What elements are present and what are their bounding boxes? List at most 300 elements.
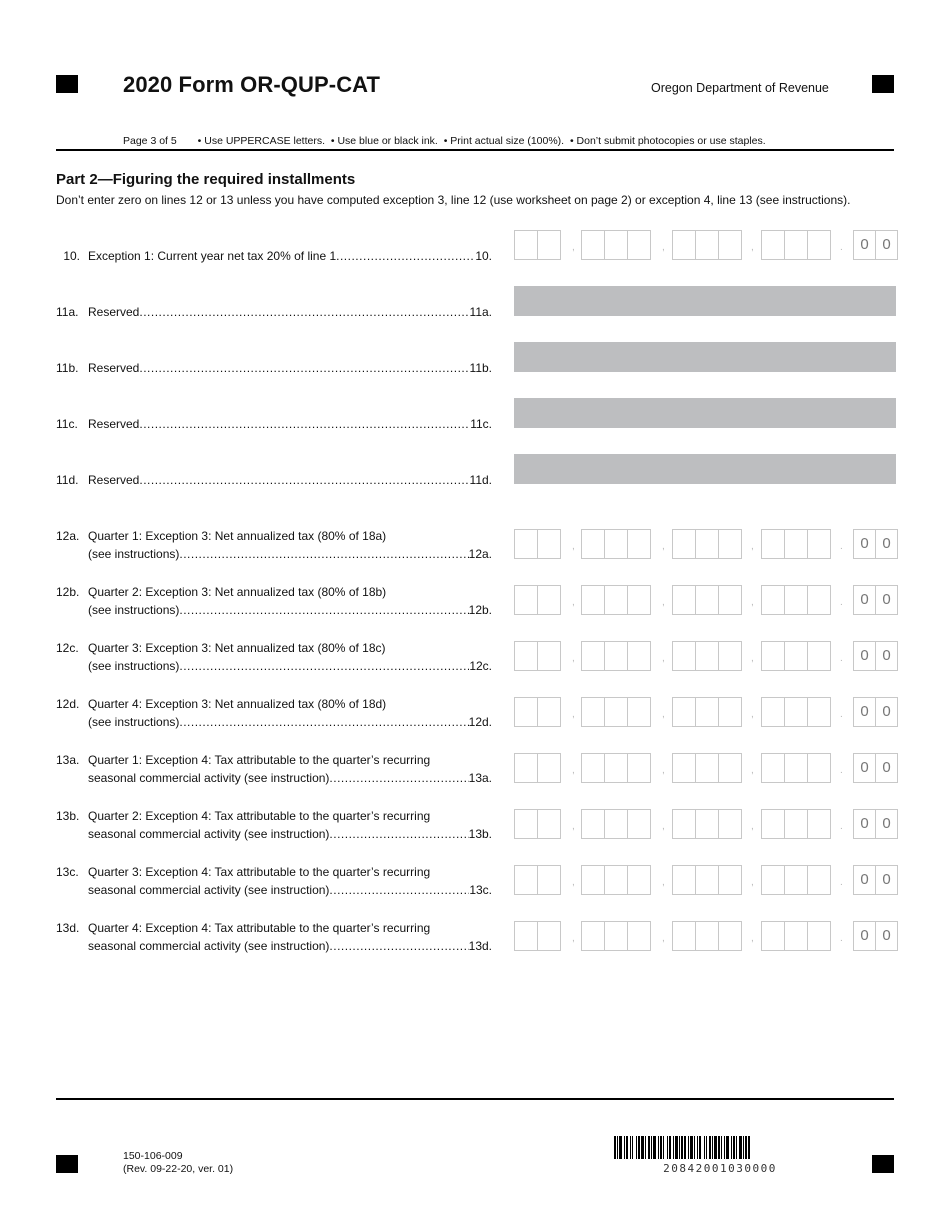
digit-box[interactable] <box>761 809 785 839</box>
form-title: 2020 Form OR-QUP-CAT <box>123 72 381 97</box>
barcode-bar <box>626 1136 628 1159</box>
digit-box[interactable] <box>672 921 696 951</box>
line-11b-reserved-box <box>514 342 896 372</box>
line-ref: 11d. <box>469 473 492 487</box>
cents-digit: 0 <box>875 809 898 839</box>
digit-box[interactable] <box>604 585 628 615</box>
line-number: 10. <box>63 249 80 263</box>
barcode-number: 20842001030000 <box>663 1162 777 1175</box>
digit-box[interactable] <box>784 529 808 559</box>
barcode-bar <box>748 1136 750 1159</box>
digit-group[interactable] <box>761 585 831 615</box>
line-12a-amount-field[interactable] <box>514 529 898 559</box>
digit-box[interactable] <box>761 529 785 559</box>
line-number: 12a. <box>56 529 80 543</box>
line-text: Reserved <box>88 305 140 319</box>
digit-box[interactable] <box>672 529 696 559</box>
digit-box[interactable] <box>627 230 651 260</box>
digit-box[interactable] <box>514 809 538 839</box>
digit-group[interactable] <box>672 809 742 839</box>
barcode-bar <box>726 1136 729 1159</box>
cents-digit: 0 <box>875 753 898 783</box>
digit-box[interactable] <box>695 529 719 559</box>
digit-group[interactable] <box>761 641 831 671</box>
thousands-separator: , <box>751 933 754 944</box>
digit-box[interactable] <box>807 809 831 839</box>
digit-box[interactable] <box>718 697 742 727</box>
cents-boxes <box>853 585 898 615</box>
digit-group[interactable] <box>672 753 742 783</box>
digit-box[interactable] <box>514 641 538 671</box>
digit-box[interactable] <box>695 921 719 951</box>
line-text-cont: (see instructions) <box>88 715 180 729</box>
digit-box[interactable] <box>718 865 742 895</box>
barcode-bar <box>690 1136 693 1159</box>
digit-box[interactable] <box>718 529 742 559</box>
line-number: 11c. <box>56 417 78 431</box>
digit-box[interactable] <box>784 809 808 839</box>
digit-box[interactable] <box>537 753 561 783</box>
line-text: Quarter 1: Exception 4: Tax attributable to the quarter’s recurring <box>88 753 431 767</box>
digit-box[interactable] <box>718 921 742 951</box>
line-number: 11a. <box>56 305 79 319</box>
digit-box[interactable] <box>537 697 561 727</box>
digit-group[interactable] <box>514 585 561 615</box>
cents-digit: 0 <box>853 809 876 839</box>
digit-box[interactable] <box>627 921 651 951</box>
line-text-cont: (see instructions) <box>88 547 180 561</box>
digit-box[interactable] <box>784 921 808 951</box>
line-text-cont: (see instructions) <box>88 659 180 673</box>
digit-box[interactable] <box>807 529 831 559</box>
line-13b-label <box>56 807 492 843</box>
digit-group[interactable] <box>761 865 831 895</box>
cents-digit: 0 <box>853 230 876 260</box>
barcode-bar <box>709 1136 711 1159</box>
digit-box[interactable] <box>807 921 831 951</box>
decimal-point: . <box>840 242 843 253</box>
registration-mark-top-left <box>56 75 78 93</box>
digit-box[interactable] <box>514 230 538 260</box>
line-ref: 13b. <box>468 827 492 841</box>
decimal-point: . <box>840 821 843 832</box>
digit-group[interactable] <box>581 585 651 615</box>
line-10-label <box>56 247 492 265</box>
cents-digit: 0 <box>875 230 898 260</box>
digit-group[interactable] <box>761 809 831 839</box>
registration-mark-bottom-left <box>56 1155 78 1173</box>
digit-group[interactable] <box>514 230 561 260</box>
barcode-bar <box>636 1136 637 1159</box>
digit-group[interactable] <box>514 753 561 783</box>
digit-box[interactable] <box>581 529 605 559</box>
thousands-separator: , <box>662 597 665 608</box>
digit-box[interactable] <box>807 865 831 895</box>
line-ref: 12b. <box>468 603 492 617</box>
digit-group[interactable] <box>581 865 651 895</box>
cents-digit: 0 <box>853 921 876 951</box>
barcode-bar <box>617 1136 618 1159</box>
page-number: Page 3 of 5 <box>123 135 177 147</box>
digit-group[interactable] <box>761 697 831 727</box>
digit-group[interactable] <box>514 921 561 951</box>
barcode-bar <box>675 1136 678 1159</box>
line-11a-reserved-box <box>514 286 896 316</box>
barcode-bar <box>697 1136 698 1159</box>
line-13c-amount-field[interactable] <box>514 865 898 895</box>
cents-digit: 0 <box>853 529 876 559</box>
digit-box[interactable] <box>604 921 628 951</box>
cents-digit: 0 <box>853 585 876 615</box>
line-number: 12b. <box>56 585 80 599</box>
barcode-bar <box>679 1136 680 1159</box>
digit-group[interactable] <box>514 697 561 727</box>
barcode-bar <box>630 1136 631 1159</box>
line-12d-label <box>56 695 492 731</box>
digit-box[interactable] <box>784 641 808 671</box>
line-13b-amount-field[interactable] <box>514 809 898 839</box>
line-10-amount-field[interactable] <box>514 230 898 260</box>
barcode-bar <box>619 1136 622 1159</box>
digit-box[interactable] <box>672 753 696 783</box>
cents-digit: 0 <box>875 865 898 895</box>
digit-box[interactable] <box>695 697 719 727</box>
digit-box[interactable] <box>718 230 742 260</box>
barcode-bar <box>721 1136 722 1159</box>
digit-box[interactable] <box>537 230 561 260</box>
digit-group[interactable] <box>581 809 651 839</box>
line-12d-amount-field[interactable] <box>514 697 898 727</box>
thousands-separator: , <box>572 541 575 552</box>
digit-group[interactable] <box>761 753 831 783</box>
line-11c-reserved-box <box>514 398 896 428</box>
digit-group[interactable] <box>672 865 742 895</box>
digit-box[interactable] <box>581 641 605 671</box>
barcode-bar <box>624 1136 625 1159</box>
line-13c-label <box>56 863 492 899</box>
department-name: Oregon Department of Revenue <box>651 81 829 95</box>
digit-box[interactable] <box>514 753 538 783</box>
digit-box[interactable] <box>695 865 719 895</box>
digit-group[interactable] <box>672 230 742 260</box>
decimal-point: . <box>840 541 843 552</box>
digit-box[interactable] <box>514 585 538 615</box>
instruction-uppercase: • Use UPPERCASE letters. <box>197 135 326 147</box>
cents-boxes <box>853 529 898 559</box>
digit-group[interactable] <box>581 230 651 260</box>
line-13d-amount-field[interactable] <box>514 921 898 951</box>
barcode-bar <box>733 1136 735 1159</box>
digit-box[interactable] <box>581 865 605 895</box>
instruction-no-photocopies: • Don’t submit photocopies or use staples. <box>569 135 766 147</box>
digit-box[interactable] <box>537 641 561 671</box>
digit-box[interactable] <box>627 529 651 559</box>
digit-box[interactable] <box>604 809 628 839</box>
line-text: Quarter 3: Exception 3: Net annualized tax (80% of 18c) <box>88 641 386 655</box>
digit-box[interactable] <box>672 230 696 260</box>
barcode-bar <box>712 1136 713 1159</box>
footer-divider <box>56 1098 894 1100</box>
line-text: Exception 1: Current year net tax 20% of line 1 <box>88 249 337 263</box>
digit-box[interactable] <box>807 641 831 671</box>
digit-group[interactable] <box>761 529 831 559</box>
barcode-bar <box>632 1136 633 1159</box>
line-text: Quarter 4: Exception 3: Net annualized tax (80% of 18d) <box>88 697 387 711</box>
barcode-bar <box>653 1136 656 1159</box>
digit-group[interactable] <box>672 641 742 671</box>
digit-box[interactable] <box>604 697 628 727</box>
digit-group[interactable] <box>581 529 651 559</box>
barcode-bar <box>681 1136 683 1159</box>
instruction-ink: • Use blue or black ink. <box>330 135 438 147</box>
barcode-bar <box>648 1136 650 1159</box>
line-12b-label <box>56 583 492 619</box>
digit-box[interactable] <box>581 697 605 727</box>
line-number: 13d. <box>56 921 80 935</box>
registration-mark-bottom-right <box>872 1155 894 1173</box>
barcode-bar <box>684 1136 686 1159</box>
cents-boxes <box>853 921 898 951</box>
digit-box[interactable] <box>604 865 628 895</box>
cents-digit: 0 <box>875 529 898 559</box>
digit-box[interactable] <box>695 585 719 615</box>
digit-box[interactable] <box>784 865 808 895</box>
barcode-bar <box>641 1136 644 1159</box>
digit-box[interactable] <box>784 697 808 727</box>
digit-group[interactable] <box>581 641 651 671</box>
barcode-bar <box>745 1136 747 1159</box>
digit-group[interactable] <box>672 921 742 951</box>
line-number: 13b. <box>56 809 80 823</box>
digit-box[interactable] <box>627 753 651 783</box>
line-13d-label <box>56 919 492 955</box>
line-13a-amount-field[interactable] <box>514 753 898 783</box>
digit-box[interactable] <box>718 641 742 671</box>
digit-box[interactable] <box>784 585 808 615</box>
digit-box[interactable] <box>604 230 628 260</box>
barcode-bar <box>645 1136 646 1159</box>
line-12b-amount-field[interactable] <box>514 585 898 615</box>
line-text: Quarter 1: Exception 3: Net annualized tax (80% of 18a) <box>88 529 387 543</box>
barcode-bar <box>743 1136 744 1159</box>
digit-box[interactable] <box>627 641 651 671</box>
digit-group[interactable] <box>581 753 651 783</box>
line-text: Quarter 4: Exception 4: Tax attributable to the quarter’s recurring <box>88 921 431 935</box>
digit-group[interactable] <box>581 921 651 951</box>
cents-boxes <box>853 753 898 783</box>
thousands-separator: , <box>662 709 665 720</box>
line-ref: 13d. <box>468 939 492 953</box>
line-text-cont: seasonal commercial activity (see instruction) <box>88 827 330 841</box>
digit-box[interactable] <box>672 809 696 839</box>
decimal-point: . <box>840 653 843 664</box>
digit-box[interactable] <box>695 809 719 839</box>
barcode-bar <box>614 1136 616 1159</box>
thousands-separator: , <box>662 541 665 552</box>
header-divider <box>56 149 894 151</box>
digit-box[interactable] <box>695 753 719 783</box>
thousands-separator: , <box>751 242 754 253</box>
line-11a-label <box>56 303 492 321</box>
thousands-separator: , <box>662 877 665 888</box>
digit-group[interactable] <box>514 809 561 839</box>
digit-box[interactable] <box>761 697 785 727</box>
line-ref: 12d. <box>468 715 492 729</box>
digit-box[interactable] <box>695 230 719 260</box>
thousands-separator: , <box>572 709 575 720</box>
digit-box[interactable] <box>807 697 831 727</box>
line-ref: 11a. <box>469 305 492 319</box>
digit-box[interactable] <box>581 230 605 260</box>
line-12c-amount-field[interactable] <box>514 641 898 671</box>
line-13a-label <box>56 751 492 787</box>
barcode-bar <box>673 1136 674 1159</box>
line-text: Quarter 3: Exception 4: Tax attributable to the quarter’s recurring <box>88 865 431 879</box>
line-11d-label <box>56 471 492 489</box>
barcode-bar <box>651 1136 652 1159</box>
digit-box[interactable] <box>672 865 696 895</box>
cents-digit: 0 <box>853 641 876 671</box>
digit-box[interactable] <box>627 865 651 895</box>
digit-box[interactable] <box>581 809 605 839</box>
line-11b-label <box>56 359 492 377</box>
cents-boxes <box>853 865 898 895</box>
digit-box[interactable] <box>807 585 831 615</box>
digit-box[interactable] <box>784 230 808 260</box>
digit-group[interactable] <box>761 921 831 951</box>
line-ref: 13a. <box>468 771 492 785</box>
line-ref: 11c. <box>470 417 492 431</box>
digit-box[interactable] <box>672 697 696 727</box>
line-number: 13a. <box>56 753 80 767</box>
digit-box[interactable] <box>537 809 561 839</box>
thousands-separator: , <box>662 765 665 776</box>
digit-box[interactable] <box>672 641 696 671</box>
digit-box[interactable] <box>627 585 651 615</box>
line-ref: 10. <box>475 249 492 263</box>
decimal-point: . <box>840 709 843 720</box>
barcode-bar <box>704 1136 705 1159</box>
digit-group[interactable] <box>672 585 742 615</box>
digit-box[interactable] <box>537 529 561 559</box>
digit-group[interactable] <box>514 865 561 895</box>
form-revision: (Rev. 09-22-20, ver. 01) <box>123 1163 234 1175</box>
line-text-cont: seasonal commercial activity (see instruction) <box>88 883 330 897</box>
digit-box[interactable] <box>537 865 561 895</box>
line-12c-label <box>56 639 492 675</box>
digit-group[interactable] <box>672 697 742 727</box>
digit-box[interactable] <box>761 865 785 895</box>
cents-digit: 0 <box>853 865 876 895</box>
digit-box[interactable] <box>514 697 538 727</box>
line-11d-reserved-box <box>514 454 896 484</box>
digit-box[interactable] <box>761 921 785 951</box>
decimal-point: . <box>840 597 843 608</box>
digit-box[interactable] <box>514 865 538 895</box>
line-number: 11b. <box>56 361 79 375</box>
digit-box[interactable] <box>672 585 696 615</box>
cents-digit: 0 <box>875 641 898 671</box>
barcode-bar <box>714 1136 717 1159</box>
decimal-point: . <box>840 765 843 776</box>
digit-box[interactable] <box>784 753 808 783</box>
digit-box[interactable] <box>537 921 561 951</box>
line-text-cont: (see instructions) <box>88 603 180 617</box>
digit-group[interactable] <box>514 529 561 559</box>
digit-box[interactable] <box>514 921 538 951</box>
line-text: Quarter 2: Exception 4: Tax attributable to the quarter’s recurring <box>88 809 431 823</box>
digit-group[interactable] <box>672 529 742 559</box>
digit-box[interactable] <box>807 230 831 260</box>
barcode-bar <box>658 1136 659 1159</box>
digit-box[interactable] <box>718 753 742 783</box>
thousands-separator: , <box>662 821 665 832</box>
digit-box[interactable] <box>718 809 742 839</box>
thousands-separator: , <box>751 765 754 776</box>
digit-box[interactable] <box>695 641 719 671</box>
barcode-bar <box>694 1136 695 1159</box>
digit-box[interactable] <box>604 529 628 559</box>
line-number: 12c. <box>56 641 79 655</box>
line-text: Reserved <box>88 473 140 487</box>
part-2-title: Part 2—Figuring the required installments <box>56 171 356 188</box>
page-instructions <box>123 135 766 147</box>
digit-box[interactable] <box>627 809 651 839</box>
barcode-bar <box>739 1136 742 1159</box>
form-number-block <box>123 1150 233 1176</box>
digit-box[interactable] <box>581 753 605 783</box>
thousands-separator: , <box>751 821 754 832</box>
thousands-separator: , <box>572 821 575 832</box>
part-2-note: Don’t enter zero on lines 12 or 13 unless you have computed exception 3, line 12 (use worksheet on page 2) or exception 4, line 13 (see instructions). <box>56 193 851 207</box>
barcode-bar <box>663 1136 664 1159</box>
barcode-bar <box>724 1136 725 1159</box>
digit-box[interactable] <box>604 753 628 783</box>
thousands-separator: , <box>662 653 665 664</box>
cents-digit: 0 <box>853 697 876 727</box>
instruction-print-size: • Print actual size (100%). <box>443 135 565 147</box>
digit-group[interactable] <box>581 697 651 727</box>
digit-box[interactable] <box>718 585 742 615</box>
digit-box[interactable] <box>627 697 651 727</box>
digit-box[interactable] <box>604 641 628 671</box>
thousands-separator: , <box>572 765 575 776</box>
barcode-bar <box>669 1136 671 1159</box>
digit-box[interactable] <box>581 921 605 951</box>
barcode-bar <box>660 1136 662 1159</box>
line-number: 12d. <box>56 697 80 711</box>
digit-box[interactable] <box>514 529 538 559</box>
digit-box[interactable] <box>537 585 561 615</box>
digit-box[interactable] <box>807 753 831 783</box>
digit-group[interactable] <box>761 230 831 260</box>
cents-boxes <box>853 230 898 260</box>
thousands-separator: , <box>662 242 665 253</box>
cents-boxes <box>853 809 898 839</box>
thousands-separator: , <box>751 597 754 608</box>
digit-box[interactable] <box>761 753 785 783</box>
digit-box[interactable] <box>761 641 785 671</box>
thousands-separator: , <box>572 877 575 888</box>
decimal-point: . <box>840 933 843 944</box>
line-number: 11d. <box>56 473 79 487</box>
digit-group[interactable] <box>514 641 561 671</box>
digit-box[interactable] <box>581 585 605 615</box>
digit-box[interactable] <box>761 230 785 260</box>
line-ref: 12a. <box>468 547 492 561</box>
digit-box[interactable] <box>761 585 785 615</box>
line-ref: 13c. <box>469 883 492 897</box>
